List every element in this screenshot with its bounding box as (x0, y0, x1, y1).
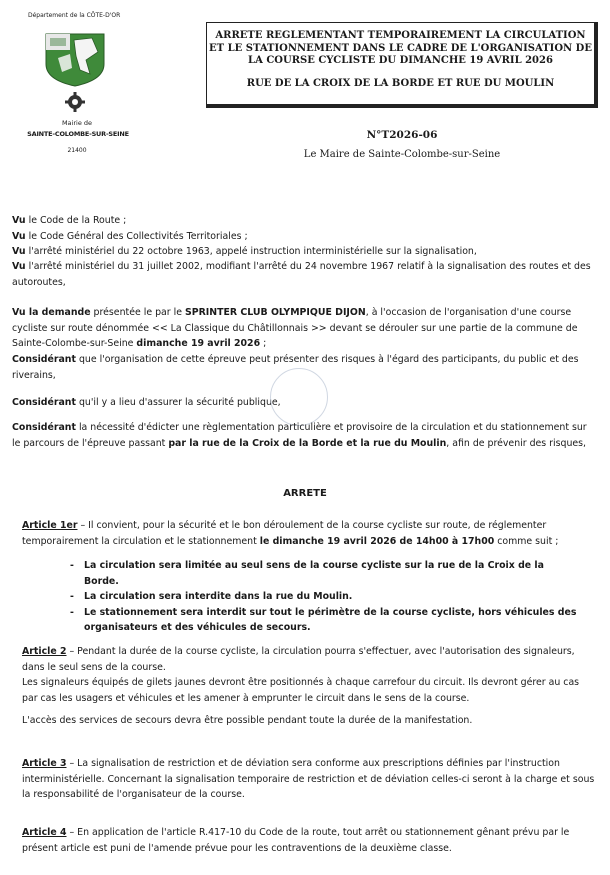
considerant-text: la nécessité d'édicter une règlementation particulière et provisoire de la circulation et du stationnement sur le parcours de l'épreuve passant (12, 422, 587, 449)
considerant-text: qu'il y a lieu d'assurer la sécurité publique, (75, 397, 281, 408)
article-2 (22, 644, 597, 675)
article-2-text: – Pendant la durée de la course cycliste, la circulation pourra s'effectuer, avec l'autorisation des signaleurs, dans le seul sens de la course. (22, 646, 575, 673)
title-box (206, 22, 598, 108)
article-4-text: – En application de l'article R.417-10 du Code de la route, tout arrêt ou stationnement gênant prévu par le présent article est puni de l'amende prévue pour les contraventions de la deuxième classe. (22, 827, 570, 854)
article-1-date: le dimanche 19 avril 2026 de 14h00 à 17h00 (259, 535, 495, 547)
arrete-heading: ARRETE (283, 488, 327, 499)
vu-lead: Vu (12, 246, 26, 257)
department-label: Département de la CÔTE-D'OR (28, 12, 121, 19)
faint-stamp-mark (270, 368, 328, 426)
vu-lead: Vu (12, 215, 26, 226)
considerant-lead: Considérant (12, 422, 76, 433)
vu-clause-2 (12, 229, 592, 245)
article-1-text-end: comme suit ; (494, 535, 559, 547)
demande-text-2: , à l'occasion de l'organisation d'une course cycliste sur route dénommée << La Classique du Châtillonnais >> devant se dérouler sur une partie de la commune de Sainte-Colombe-sur-Seine (12, 307, 578, 349)
article-4-label: Article 4 (22, 827, 67, 838)
article-4 (22, 825, 597, 856)
considerant-lead: Considérant (12, 354, 76, 365)
title-line-2: ET LE STATIONNEMENT DANS LE CADRE DE L'ORGANISATION DE (209, 42, 592, 54)
vu-text: le Code Général des Collectivités Territoriales ; (25, 231, 248, 242)
demande-text-1: présentée le par le (90, 307, 185, 318)
considerant-bold: par la rue de la Croix de la Borde et la rue du Moulin (168, 437, 447, 449)
article-3-text: – La signalisation de restriction et de déviation sera conforme aux prescriptions définies par l'instruction interministérielle. Concernant la signalisation temporaire de restriction et de déviation celles-ci seront à la charge et sous la responsabilité de l'organisateur de la course. (22, 758, 595, 800)
commune-name: SAINTE-COLOMBE-SUR-SEINE (27, 130, 129, 138)
vu-clause-3 (12, 244, 592, 260)
vu-text: l'arrêté ministériel du 31 juillet 2002, modifiant l'arrêté du 24 novembre 1967 relatif à la signalisation des routes et des autoroutes, (12, 261, 591, 288)
article-3 (22, 756, 597, 803)
list-item: - La circulation sera limitée au seul sens de la course cycliste sur la rue de la Croix de la Borde. (70, 558, 580, 589)
demande-text-3: ; (260, 338, 267, 349)
title-line-1: ARRETE REGLEMENTANT TEMPORAIREMENT LA CIRCULATION (215, 30, 586, 41)
considerant-text-end: , afin de prévenir des risques, (446, 437, 587, 449)
article-1-text: – Il convient, pour la sécurité et le bon déroulement de la course cycliste sur route, de réglementer temporairement la circulation et le stationnement (22, 520, 547, 547)
vu-text: l'arrêté ministériel du 22 octobre 1963, appelé instruction interministérielle sur la signalisation, (25, 246, 477, 257)
mairie-label: Mairie de (61, 119, 93, 127)
article-1 (22, 518, 597, 549)
demande-date: dimanche 19 avril 2026 (136, 338, 261, 349)
title-subtitle: RUE DE LA CROIX DE LA BORDE ET RUE DU MOULIN (246, 77, 555, 89)
coat-of-arms-logo (40, 30, 110, 112)
list-item: - La circulation sera interdite dans la rue du Moulin. (70, 589, 580, 605)
considerant-text: que l'organisation de cette épreuve peut présenter des risques à l'égard des participants, du public et des riverains, (12, 354, 579, 381)
article-2-para-3: L'accès des services de secours devra être possible pendant toute la durée de la manifestation. (22, 715, 473, 726)
vu-clause-1 (12, 213, 592, 229)
title-line-3: LA COURSE CYCLISTE DU DIMANCHE 19 AVRIL 2026 (248, 55, 553, 66)
vu-la-demande (12, 305, 597, 352)
considerant-3 (12, 420, 597, 451)
article-1-label: Article 1er (22, 520, 78, 531)
vu-lead: Vu (12, 261, 26, 272)
article-2-para-2: Les signaleurs équipés de gilets jaunes devront être positionnés à chaque carrefour du circuit. Ils devront gérer au cas par cas les usagers et véhicules et les amener à emprunter le circuit dans le sens de la course. (22, 677, 580, 704)
list-item: - Le stationnement sera interdit sur tout le périmètre de la course cycliste, hors véhicules des organisateurs et des véhicules de secours. (70, 605, 580, 636)
club-name: SPRINTER CLUB OLYMPIQUE DIJON (184, 307, 366, 318)
article-2-label: Article 2 (22, 646, 67, 657)
postcode: 21400 (67, 147, 87, 154)
demande-lead: Vu la demande (12, 307, 91, 318)
vu-clause-4 (12, 259, 592, 290)
article-3-label: Article 3 (22, 758, 67, 769)
arrete-number: N°T2026-06 (366, 129, 438, 141)
vu-text: le Code de la Route ; (25, 215, 127, 226)
maire-line: Le Maire de Sainte-Colombe-sur-Seine (303, 149, 501, 160)
article-1-list (70, 558, 580, 636)
vu-lead: Vu (12, 231, 26, 242)
considerant-lead: Considérant (12, 397, 76, 408)
